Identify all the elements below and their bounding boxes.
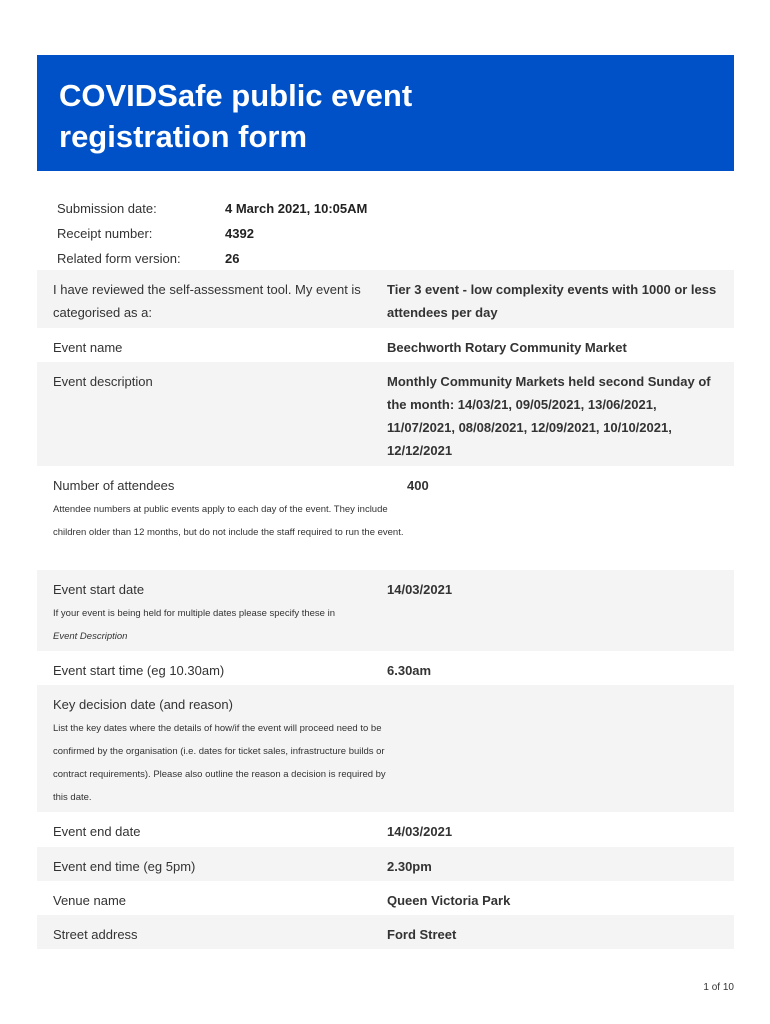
field-answer: 400 [407, 478, 429, 493]
field-row-key-decision-date [37, 685, 734, 812]
field-question: Event description [53, 374, 153, 389]
field-row-venue-name [37, 881, 734, 915]
field-question: Number of attendees [53, 478, 175, 493]
receipt-number-label: Receipt number: [57, 226, 153, 241]
field-question: Event end date [53, 824, 141, 839]
field-help-emphasis: Event Description [53, 631, 128, 642]
field-help-text: Attendee numbers at public events apply to each day of the event. They include children older than 12 months, but do not include the staff required to run the event. [53, 504, 404, 538]
form-version-row [57, 246, 367, 271]
form-version-label: Related form version: [57, 251, 181, 266]
field-question: Event start date [53, 582, 145, 597]
form-header [37, 55, 734, 171]
field-answer: Monthly Community Markets held second Sunday of the month: 14/03/21, 09/05/2021, 13/06/2021, 11/07/2021, 08/08/2021, 12/09/2021, 10/10/2021, 12/12/2021 [387, 374, 711, 458]
form-fields [37, 270, 734, 949]
field-row-attendees [37, 466, 734, 570]
form-title: COVIDSafe public event registration form [59, 78, 413, 154]
field-row-street-address [37, 915, 734, 949]
receipt-number-row [57, 221, 367, 246]
field-question: Event name [53, 340, 123, 355]
field-help-text: If your event is being held for multiple dates please specify these in [53, 608, 335, 619]
field-answer: 2.30pm [387, 859, 432, 874]
field-answer: Tier 3 event - low complexity events with 1000 or less attendees per day [387, 282, 717, 320]
field-question: Event start time (eg 10.30am) [53, 663, 225, 678]
form-version-value: 26 [225, 251, 240, 266]
submission-meta [57, 196, 367, 271]
field-question: Street address [53, 927, 138, 942]
submission-date-value: 4 March 2021, 10:05AM [225, 201, 368, 216]
field-row-end-date [37, 812, 734, 847]
field-answer: Queen Victoria Park [387, 893, 511, 908]
field-question: Venue name [53, 893, 127, 908]
field-answer: Beechworth Rotary Community Market [387, 340, 627, 355]
field-row-event-description [37, 362, 734, 466]
field-question: Event end time (eg 5pm) [53, 859, 196, 874]
field-answer: Ford Street [387, 927, 457, 942]
field-question: Key decision date (and reason) [53, 697, 233, 712]
field-answer: 14/03/2021 [387, 824, 453, 839]
field-help-text: List the key dates where the details of how/if the event will proceed need to be confirmed by the organisation (i.e. dates for ticket sales, infrastructure builds or contract requirements). Please also outline the reason a decision is required by this date. [53, 723, 386, 803]
field-row-event-name [37, 328, 734, 362]
page-number: 1 of 10 [703, 982, 734, 993]
receipt-number-value: 4392 [225, 226, 254, 241]
field-row-start-time [37, 651, 734, 685]
field-row-start-date [37, 570, 734, 651]
field-row-end-time [37, 847, 734, 881]
field-question: I have reviewed the self-assessment tool. My event is categorised as a: [53, 282, 361, 320]
field-answer: 6.30am [387, 663, 432, 678]
submission-date-row [57, 196, 367, 221]
field-row-event-tier [37, 270, 734, 328]
submission-date-label: Submission date: [57, 201, 157, 216]
field-answer: 14/03/2021 [387, 582, 453, 597]
